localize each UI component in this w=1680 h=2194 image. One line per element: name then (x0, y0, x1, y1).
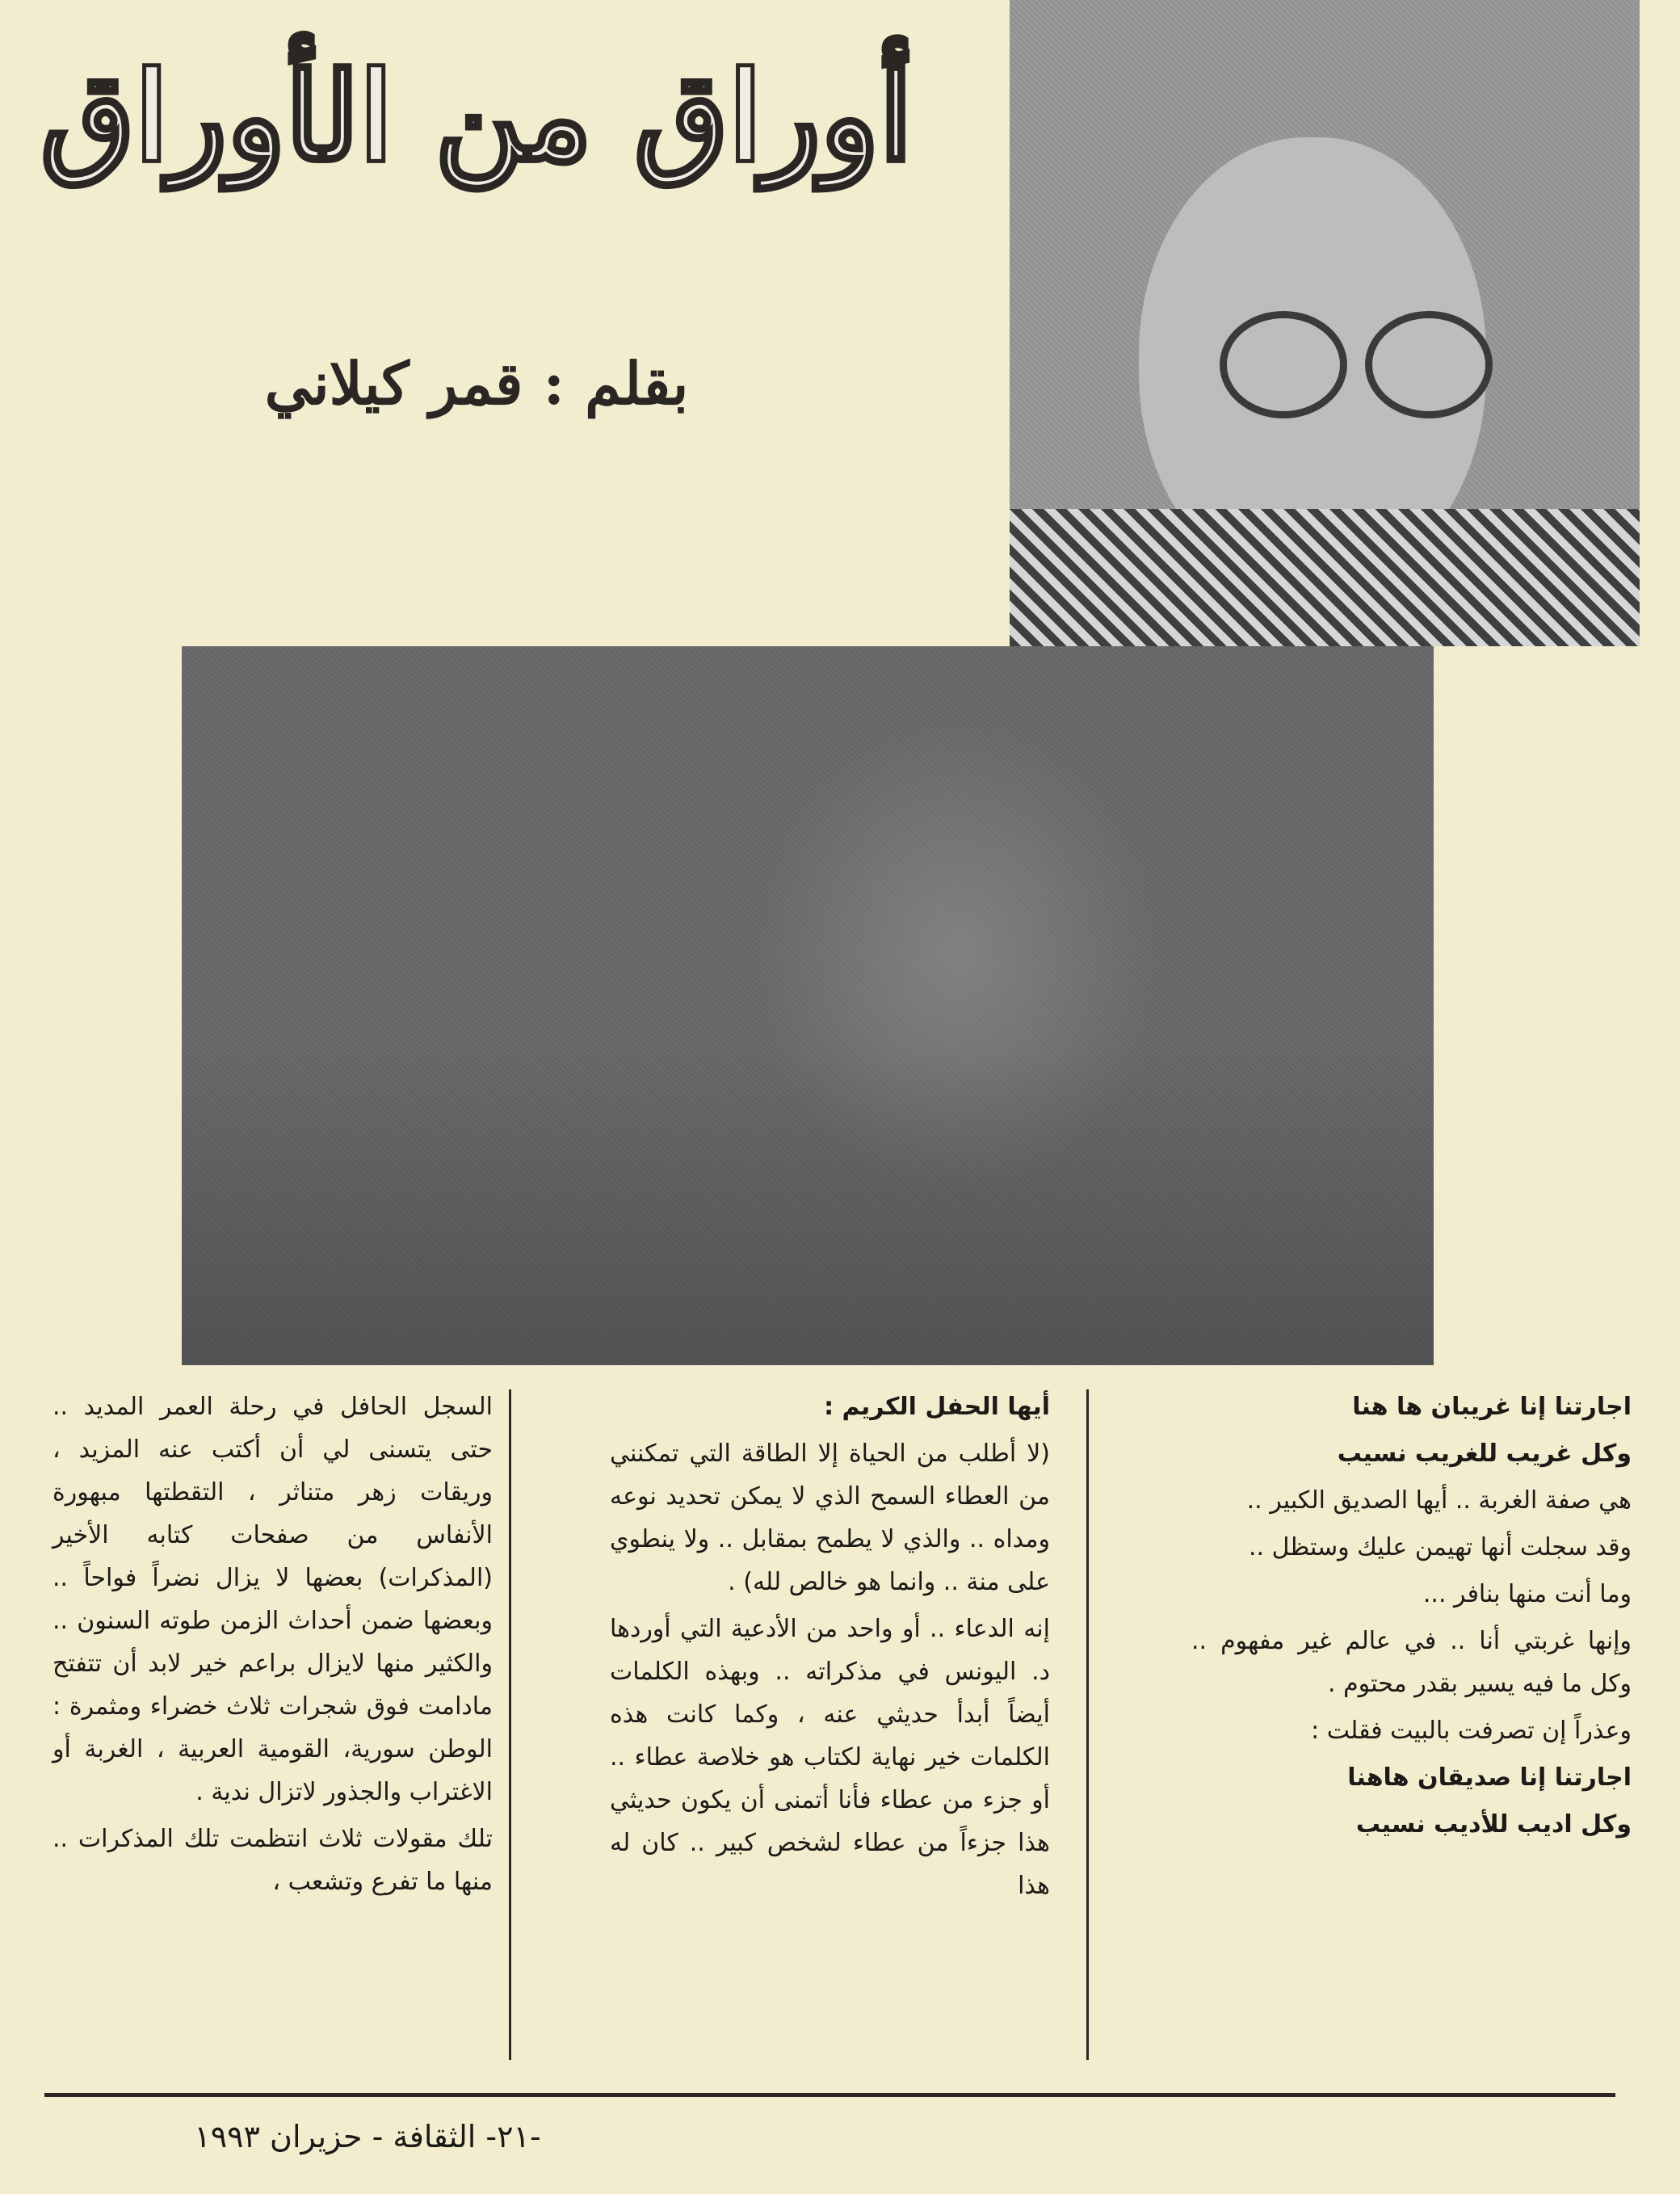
paragraph-heading: أيها الحفل الكريم : (824, 1393, 1050, 1421)
paragraph: وإنها غربتي أنا .. في عالم غير مفهوم .. وكل ما فيه يسير بقدر محتوم . (1191, 1627, 1632, 1698)
column-divider (509, 1389, 511, 2060)
paragraph: تلك مقولات ثلاث انتظمت تلك المذكرات .. منها ما تفرع وتشعب ، (52, 1825, 493, 1896)
portrait-scarf-pattern (1010, 509, 1640, 646)
verse-line: وكل اديب للأديب نسيب (1355, 1810, 1632, 1839)
paragraph: وعذراً إن تصرفت بالبيت فقلت : (1311, 1717, 1632, 1745)
paragraph: وما أنت منها بنافر ... (1422, 1580, 1632, 1608)
portrait-glasses-right (1365, 311, 1493, 418)
footer-rule (44, 2093, 1615, 2097)
photo-shadow (182, 1050, 1434, 1365)
text-column-right (1191, 1385, 1632, 2072)
verse-line: اجارتنا إنا صديقان هاهنا (1347, 1763, 1632, 1792)
text-column-left (52, 1385, 493, 2072)
author-byline: بقلم : قمر كيلاني (264, 349, 689, 418)
author-portrait-photo (1010, 0, 1640, 646)
paragraph: إنه الدعاء .. أو واحد من الأدعية التي أوردها د. اليونس في مذكراته .. وبهذه الكلمات أيضاً أبدأ حديثي عنه ، وكما كانت هذه الكلمات خير نهاية لكتاب هو خلاصة عطاء .. أو جزء من عطاء فأنا أتمنى أن يكون حديثي هذا جزءاً من عطاء لشخص كبير .. كان له هذا (610, 1615, 1050, 1900)
paragraph: وقد سجلت أنها تهيمن عليك وستظل .. (1249, 1533, 1632, 1561)
paragraph: السجل الحافل في رحلة العمر المديد .. حتى يتسنى لي أن أكتب عنه المزيد ، وريقات زهر متناثر ، التقطتها مبهورة الأنفاس من صفحات كتابه الأخير (المذكرات) بعضها لا يزال نضراً فواحاً .. وبعضها ضمن أحداث الزمن طوته السنون .. والكثير منها لايزال براعم خير لابد أن تتفتح مادامت فوق شجرات ثلاث خضراء ومثمرة : الوطن سورية، القومية العربية ، الغربة أو الاغتراب والجذور لاتزال ندية . (52, 1393, 493, 1806)
article-title: أوراق من الأوراق (40, 46, 913, 188)
paragraph: (لا أطلب من الحياة إلا الطاقة التي تمكنني من العطاء السمح الذي لا يمكن تحديد نوعه ومداه .. والذي لا يطمح بمقابل .. ولا ينطوي على منة .. وانما هو خالص لله) . (610, 1440, 1050, 1596)
verse-line: وكل غريب للغريب نسيب (1337, 1440, 1632, 1468)
paragraph: هي صفة الغربة .. أيها الصديق الكبير .. (1246, 1486, 1632, 1515)
portrait-glasses-left (1220, 311, 1347, 418)
article-main-photo (182, 646, 1434, 1365)
text-column-middle (610, 1385, 1050, 2072)
page-footer: -٢١- الثقافة - حزيران ١٩٩٣ (194, 2119, 541, 2154)
verse-line: اجارتنا إنا غريبان ها هنا (1352, 1393, 1632, 1421)
column-divider (1086, 1389, 1089, 2060)
